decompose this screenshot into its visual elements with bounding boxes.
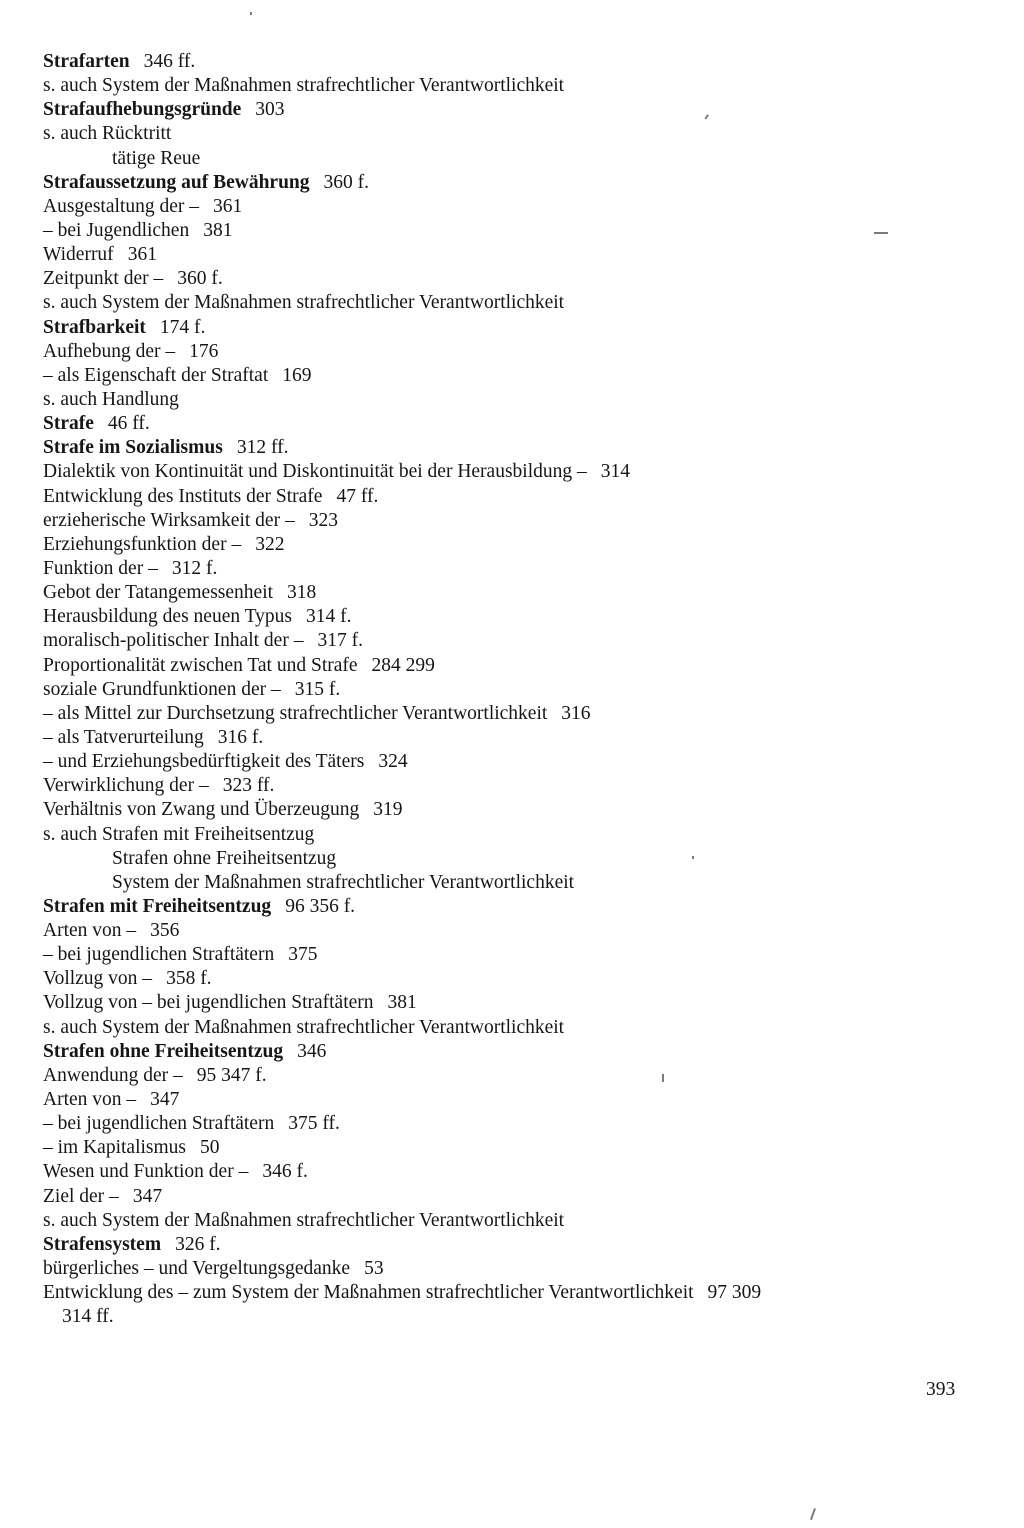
entry-text: s. auch Rücktritt: [43, 123, 172, 145]
index-entry: [43, 774, 973, 798]
page-reference: 324: [378, 751, 408, 773]
index-entry: [43, 1016, 973, 1040]
scan-speck: [250, 12, 252, 15]
index-entry: [43, 1064, 973, 1088]
index-entry: [43, 388, 973, 412]
index-entry: [43, 219, 973, 243]
page-reference: 346: [297, 1040, 327, 1062]
entry-text: tätige Reue: [112, 147, 201, 169]
entry-text: Strafbarkeit: [43, 316, 146, 338]
page-reference: 46 ff.: [107, 413, 150, 435]
entry-text: – bei jugendlichen Straftätern: [43, 1113, 275, 1135]
entry-text: – bei Jugendlichen: [43, 219, 190, 241]
page-reference: 346 ff.: [143, 51, 196, 72]
index-heading: [43, 98, 973, 122]
index-heading: [43, 412, 973, 436]
page-reference: 356: [150, 920, 180, 942]
page-reference: 322: [255, 533, 285, 555]
index-entry: [43, 581, 973, 605]
index-entry: [43, 509, 973, 533]
entry-text: 314 ff.: [62, 1306, 114, 1328]
entry-text: erzieherische Wirksamkeit der –: [43, 509, 295, 531]
page-reference: 381: [203, 219, 233, 241]
entry-text: Arten von –: [43, 1089, 137, 1111]
subject-index-list: [43, 50, 973, 1329]
index-heading: [43, 316, 973, 340]
scan-speck: [662, 1074, 664, 1082]
index-heading: [43, 436, 973, 460]
index-entry: [43, 919, 973, 943]
index-entry: [43, 147, 973, 171]
index-entry: [43, 195, 973, 219]
entry-text: – bei jugendlichen Straftätern: [43, 944, 275, 966]
entry-text: Aufhebung der –: [43, 340, 176, 362]
index-entry: [43, 460, 973, 484]
entry-text: Strafe: [43, 413, 94, 435]
page-reference: 347: [150, 1089, 180, 1111]
entry-text: Widerruf: [43, 244, 114, 266]
index-entry: [43, 1281, 973, 1305]
index-entry: [43, 122, 973, 146]
page-reference: 316: [561, 702, 591, 724]
entry-text: Strafen ohne Freiheitsentzug: [112, 847, 337, 869]
page-reference: 347: [132, 1185, 163, 1207]
page-reference: 323 ff.: [222, 775, 275, 797]
page-reference: 97 309: [707, 1282, 762, 1304]
index-entry: [43, 871, 973, 895]
page-reference: 317 f.: [317, 630, 363, 652]
entry-text: s. auch Strafen mit Freiheitsentzug: [43, 823, 315, 845]
page-reference: 96 356 f.: [285, 895, 356, 917]
page-reference: 360 f.: [177, 268, 223, 290]
index-entry: [43, 1185, 973, 1209]
page-reference: 375 ff.: [288, 1113, 340, 1135]
index-entry: [43, 605, 973, 629]
entry-text: – im Kapitalismus: [43, 1137, 186, 1159]
index-entry: [43, 702, 973, 726]
entry-text: Ausgestaltung der –: [43, 195, 199, 217]
index-entry: [43, 485, 973, 509]
page-reference: 346 f.: [262, 1161, 308, 1183]
entry-text: Entwicklung des Instituts der Strafe: [43, 485, 323, 507]
page-reference: 361: [127, 244, 157, 266]
index-entry: [43, 991, 973, 1015]
page-reference: 53: [364, 1258, 384, 1280]
scan-speck: [874, 232, 888, 234]
page-reference: 312 f.: [171, 557, 218, 579]
page-reference: 312 ff.: [236, 437, 289, 459]
page-reference: 318: [287, 582, 317, 604]
entry-text: Vollzug von – bei jugendlichen Straftätern: [43, 992, 374, 1014]
entry-text: Strafen ohne Freiheitsentzug: [43, 1040, 284, 1062]
index-entry: [43, 243, 973, 267]
entry-text: s. auch System der Maßnahmen strafrechtlicher Verantwortlichkeit: [43, 1209, 565, 1231]
index-heading: [43, 895, 973, 919]
entry-text: Verhältnis von Zwang und Überzeugung: [43, 799, 360, 821]
page-reference: 174 f.: [159, 316, 206, 338]
page-reference: 314 f.: [306, 606, 352, 628]
entry-text: Funktion der –: [43, 557, 158, 579]
scan-speck: [692, 856, 694, 859]
index-entry: [43, 1160, 973, 1184]
scan-speck: [810, 1508, 816, 1520]
index-entry: [43, 1305, 973, 1329]
entry-text: soziale Grundfunktionen der –: [43, 678, 281, 700]
index-entry: [43, 847, 973, 871]
entry-text: s. auch Handlung: [43, 388, 179, 410]
entry-text: Gebot der Tatangemessenheit: [43, 582, 274, 604]
index-entry: [43, 340, 973, 364]
index-entry: [43, 726, 973, 750]
entry-text: System der Maßnahmen strafrechtlicher Verantwortlichkeit: [112, 871, 575, 893]
entry-text: moralisch-politischer Inhalt der –: [43, 630, 304, 652]
index-entry: [43, 364, 973, 388]
index-entry: [43, 654, 973, 678]
entry-text: s. auch System der Maßnahmen strafrechtlicher Verantwortlichkeit: [43, 292, 565, 314]
page-reference: 358 f.: [166, 968, 212, 990]
entry-text: Erziehungsfunktion der –: [43, 533, 242, 555]
index-entry: [43, 291, 973, 315]
entry-text: Zeitpunkt der –: [43, 268, 164, 290]
entry-text: Strafaufhebungsgründe: [43, 99, 242, 121]
page-reference: 176: [189, 340, 219, 362]
page-reference: 315 f.: [294, 678, 341, 700]
page-reference: 326 f.: [175, 1233, 221, 1255]
page-reference: 47 ff.: [336, 485, 379, 507]
index-heading: [43, 1233, 973, 1257]
entry-text: Strafarten: [43, 51, 130, 72]
index-entry: [43, 678, 973, 702]
entry-text: Anwendung der –: [43, 1064, 183, 1086]
entry-text: bürgerliches – und Vergeltungsgedanke: [43, 1258, 351, 1280]
entry-text: Vollzug von –: [43, 968, 153, 990]
page-reference: 323: [308, 509, 338, 531]
index-heading: [43, 171, 973, 195]
entry-text: Arten von –: [43, 920, 137, 942]
entry-text: s. auch System der Maßnahmen strafrechtlicher Verantwortlichkeit: [43, 75, 565, 97]
page-reference: 361: [212, 195, 243, 217]
index-entry: [43, 629, 973, 653]
index-entry: [43, 1088, 973, 1112]
entry-text: Strafen mit Freiheitsentzug: [43, 895, 272, 917]
entry-text: – als Tatverurteilung: [43, 726, 204, 748]
page-reference: 381: [387, 992, 417, 1014]
page-reference: 303: [255, 99, 285, 121]
page-number: 393: [926, 1379, 956, 1400]
page-reference: 360 f.: [323, 171, 370, 193]
entry-text: Entwicklung des – zum System der Maßnahmen strafrechtlicher Verantwortlichkeit: [43, 1282, 694, 1304]
entry-text: Strafensystem: [43, 1233, 162, 1255]
page-reference: 375: [288, 944, 318, 966]
entry-text: Proportionalität zwischen Tat und Strafe: [43, 654, 358, 676]
entry-text: Ziel der –: [43, 1185, 119, 1207]
index-entry: [43, 74, 973, 98]
index-entry: [43, 750, 973, 774]
index-entry: [43, 557, 973, 581]
page-reference: 169: [282, 364, 312, 386]
page-reference: 95 347 f.: [196, 1064, 267, 1086]
index-heading: [43, 1040, 973, 1064]
entry-text: Wesen und Funktion der –: [43, 1161, 249, 1183]
page-reference: 314: [600, 461, 631, 483]
page-reference: 50: [200, 1137, 220, 1159]
index-entry: [43, 267, 973, 291]
index-entry: [43, 1136, 973, 1160]
index-entry: [43, 1209, 973, 1233]
entry-text: Herausbildung des neuen Typus: [43, 606, 293, 628]
entry-text: – als Eigenschaft der Straftat: [43, 364, 269, 386]
entry-text: – und Erziehungsbedürftigkeit des Täters: [43, 751, 365, 773]
index-heading: [43, 50, 973, 74]
index-entry: [43, 1112, 973, 1136]
index-entry: [43, 967, 973, 991]
page-reference: 319: [373, 799, 403, 821]
index-entry: [43, 533, 973, 557]
entry-text: – als Mittel zur Durchsetzung strafrechtlicher Verantwortlichkeit: [43, 702, 548, 724]
page-reference: 284 299: [371, 654, 435, 676]
entry-text: Strafe im Sozialismus: [43, 437, 223, 459]
entry-text: s. auch System der Maßnahmen strafrechtlicher Verantwortlichkeit: [43, 1016, 565, 1038]
index-entry: [43, 943, 973, 967]
index-entry: [43, 823, 973, 847]
index-entry: [43, 1257, 973, 1281]
entry-text: Verwirklichung der –: [43, 775, 209, 797]
entry-text: Strafaussetzung auf Bewährung: [43, 171, 310, 193]
page-reference: 316 f.: [217, 726, 264, 748]
index-entry: [43, 798, 973, 822]
entry-text: Dialektik von Kontinuität und Diskontinuität bei der Herausbildung –: [43, 461, 587, 483]
